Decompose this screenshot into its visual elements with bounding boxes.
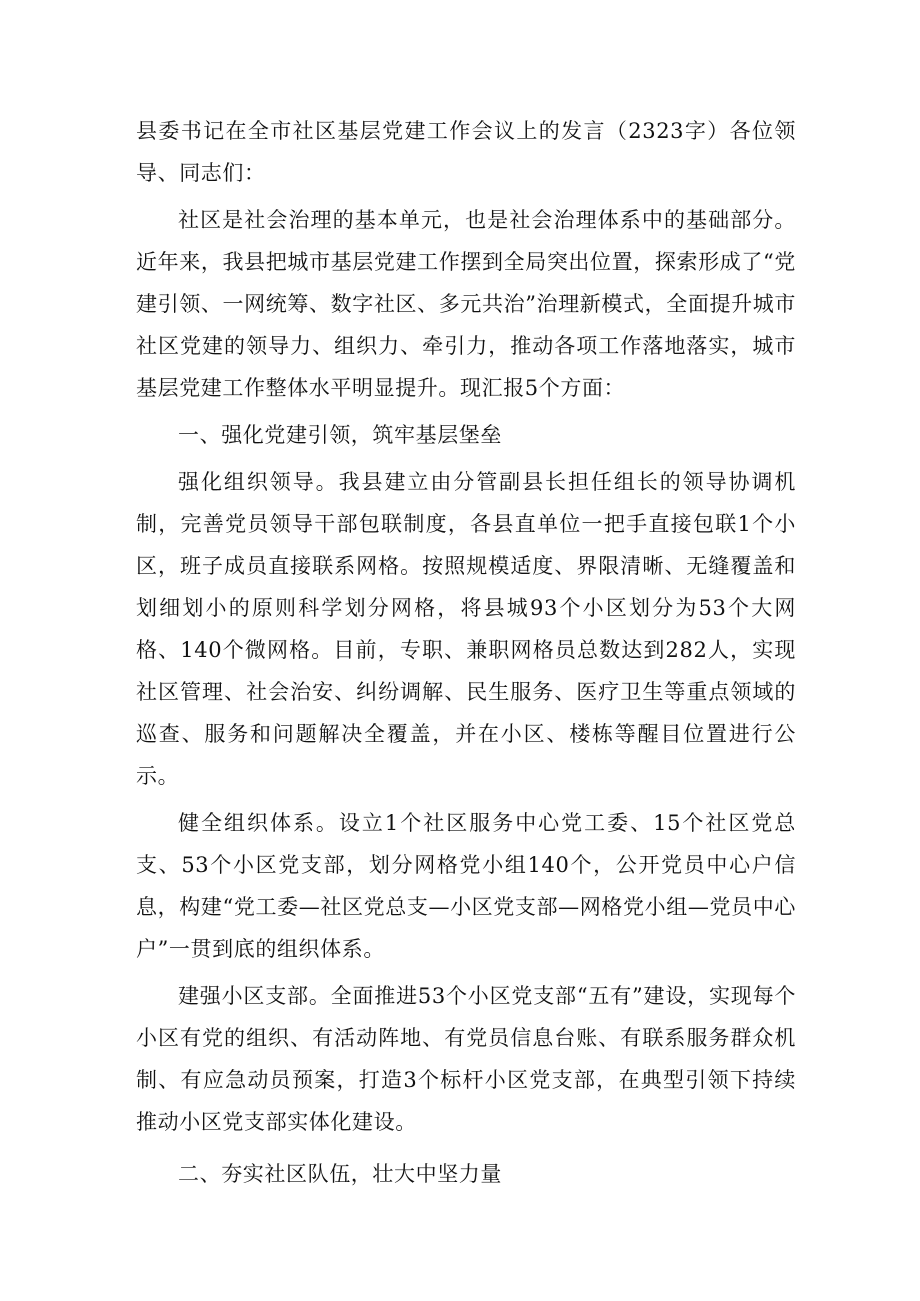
section-heading-2: 二、夯实社区队伍，壮大中坚力量 — [178, 1162, 502, 1186]
body-paragraph-organization-leadership: 强化组织领导。我县建立由分管副县长担任组长的领导协调机制，完善党员领导干部包联制度，各县直单位一把手直接包联1个小区，班子成员直接联系网格。按照规模适度、界限清晰、无缝覆盖和划细划小的原则科学划分网格，将县城93个小区划分为53个大网格、140个微网格。目前，专职、兼职网格员总数达到282人，实现社区管理、社会治安、纠纷调解、民生服务、医疗卫生等重点领域的巡查、服务和问题解决全覆盖，并在小区、楼栋等醒目位置进行公示。 — [136, 470, 796, 788]
document-body — [136, 110, 796, 1200]
body-paragraph-organization-system: 健全组织体系。设立1个社区服务中心党工委、15个社区党总支、53个小区党支部，划分网格党小组140个，公开党员中心户信息，构建“党工委—社区党总支—小区党支部—网格党小组—党员中心户”一贯到底的组织体系。 — [136, 811, 796, 961]
document-title-paragraph: 县委书记在全市社区基层党建工作会议上的发言（2323字）各位领导、同志们： — [136, 119, 796, 185]
intro-paragraph: 社区是社会治理的基本单元，也是社会治理体系中的基础部分。近年来，我县把城市基层党建工作摆到全局突出位置，探索形成了“党建引领、一网统筹、数字社区、多元共治”治理新模式，全面提升城市社区党建的领导力、组织力、牵引力，推动各项工作落地落实，城市基层党建工作整体水平明显提升。现汇报5个方面： — [136, 208, 796, 400]
body-paragraph-community-branches: 建强小区支部。全面推进53个小区党支部“五有”建设，实现每个小区有党的组织、有活动阵地、有党员信息台账、有联系服务群众机制、有应急动员预案，打造3个标杆小区党支部，在典型引领下持续推动小区党支部实体化建设。 — [136, 984, 796, 1134]
section-heading-1: 一、强化党建引领，筑牢基层堡垒 — [178, 423, 502, 447]
